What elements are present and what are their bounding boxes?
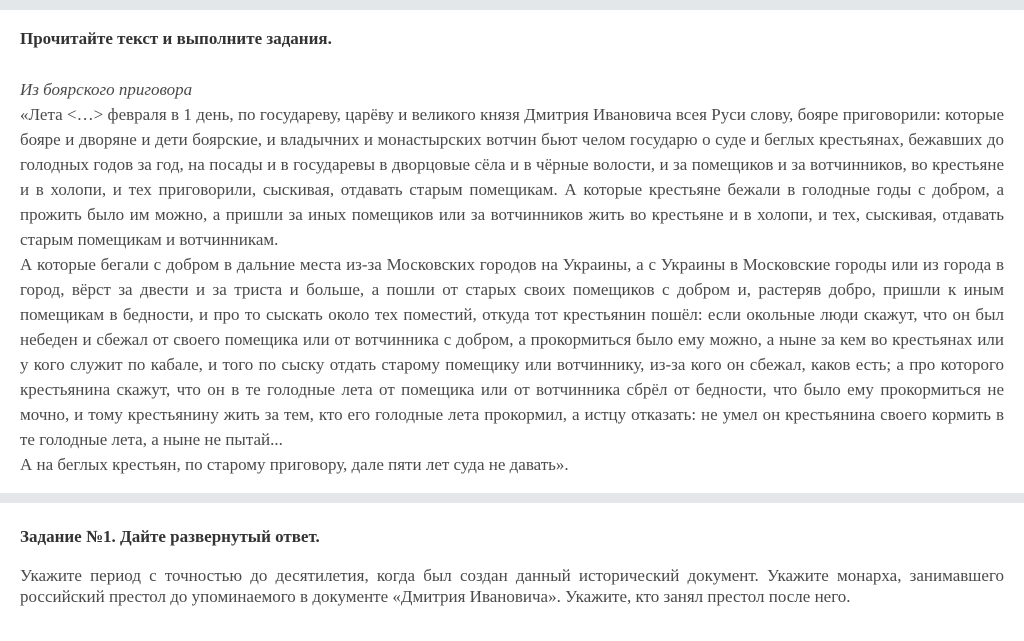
- task-card: [0, 503, 1024, 607]
- task-question: Укажите период с точностью до десятилетия, когда был создан данный исторический документ. Укажите монарха, занимавшего российский престол до упоминаемого в документе «Дмитрия Ивановича». Укажите, кто занял престол после него.: [20, 566, 1004, 606]
- section-divider: [0, 493, 1024, 503]
- excerpt-paragraph-1: «Лета <…> февраля в 1 день, по государеву, царёву и великого князя Дмитрия Ивановича всея Руси слову, бояре приговорили: которые бояре и дворяне и дети боярские, и владычних и монастырских вотчин бьют челом государю о суде и беглых крестьянах, бежавших до голодных годов за год, на посады и в государевы в дворцовые сёла и в чёрные волости, и за помещиков и за вотчинников, во крестьяне и в холопи, и тех приговорили, сыскивая, отдавать старым помещикам. А которые крестьяне бежали в голодные годы с добром, а прожить было им можно, а пришли за иных помещиков или за вотчинников жить во крестьяне и в холопи, и тех, сыскивая, отдавать старым помещикам и вотчинникам.: [20, 105, 1004, 249]
- document-excerpt: [20, 102, 1004, 477]
- excerpt-paragraph-2: А которые бегали с добром в дальние места из-за Московских городов на Украины, а с Украины в Московские городы или из города в город, вёрст за двести и за триста и больше, а пошли от старых своих помещиков с добром и, растеряв добро, пришли к иным помещикам в бедности, и про то сыскать около тех поместий, откуда тот крестьянин пошёл: если окольные люди скажут, что он был небеден и сбежал от своего помещика или от вотчинника с добром, а прокормиться было ему можно, а ныне за кем во крестьянах или у кого служит по кабале, и того по сыску отдать старому помещику или вотчиннику, из-за кого он сбежал, каков есть; а про которого крестьянина скажут, что он в те голодные лета от помещика или от вотчинника сбрёл от бедности, что было ему прокормиться не мочно, и тому крестьянину жить за тем, кто его голодные лета прокормил, а истцу отказать: не умел он крестьянина своего кормить в те голодные лета, а ныне не пытай...: [20, 255, 1004, 449]
- excerpt-paragraph-3: А на беглых крестьян, по старому приговору, дале пяти лет суда не давать».: [20, 455, 569, 474]
- task-heading: Задание №1. Дайте развернутый ответ.: [20, 527, 320, 546]
- reading-heading: Прочитайте текст и выполните задания.: [20, 29, 332, 48]
- source-title: Из боярского приговора: [20, 80, 193, 99]
- top-divider: [0, 0, 1024, 10]
- reading-card: [0, 10, 1024, 493]
